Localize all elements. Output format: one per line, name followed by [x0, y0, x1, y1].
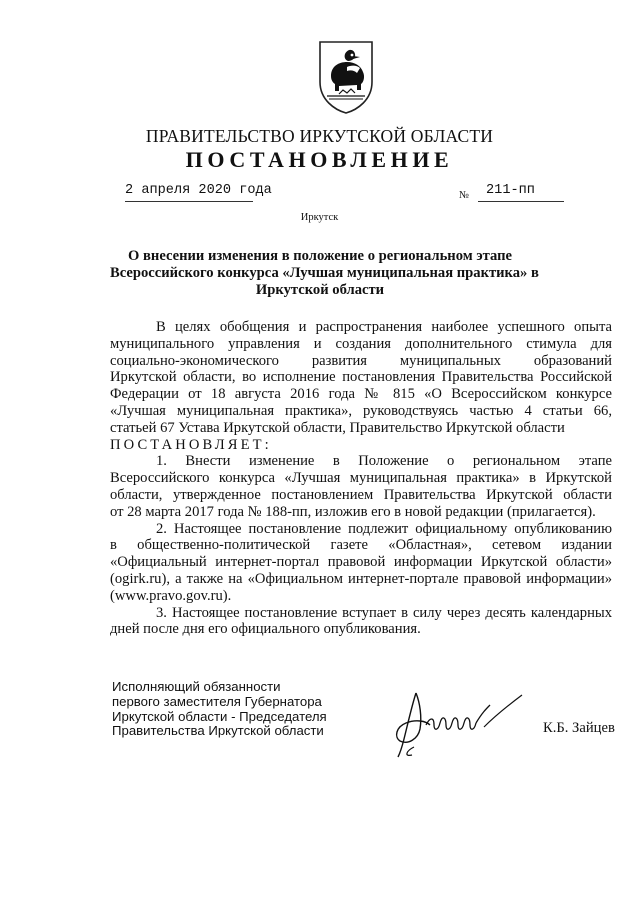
body-line: в общественно-политической газете «Областная», сетевом издании	[110, 537, 612, 554]
title-line: О внесении изменения в положение о региональном этапе	[128, 248, 512, 264]
document-type: ПОСТАНОВЛЕНИЕ	[185, 147, 454, 172]
handwritten-signature	[386, 683, 526, 761]
body-line: Федерации от 18 августа 2016 года № 815 «О Всероссийском конкурсе	[110, 386, 612, 403]
government-name: ПРАВИТЕЛЬСТВО ИРКУТСКОЙ ОБЛАСТИ	[145, 126, 494, 146]
document-body	[110, 319, 612, 638]
resolves-heading: ПОСТАНОВЛЯЕТ:	[110, 436, 272, 453]
document-number: 211-пп	[478, 183, 564, 202]
body-line: Всероссийского конкурса «Лучшая муниципальная практика» в Иркутской	[110, 470, 612, 487]
signer-name: К.Б. Зайцев	[543, 720, 615, 736]
signer-line: Правительства Иркутской области	[112, 723, 324, 739]
title-line: Всероссийского конкурса «Лучшая муниципальная практика» в	[110, 265, 539, 282]
irkutsk-coat-of-arms-icon	[317, 40, 375, 114]
signer-position	[112, 680, 372, 739]
signer-line: Исполняющий обязанности	[112, 679, 281, 694]
number-sign: №	[459, 190, 470, 201]
body-line: области, утвержденное постановлением Правительства Иркутской области	[110, 486, 612, 503]
title-line: Иркутской области	[255, 282, 385, 299]
signer-line: первого заместителя Губернатора	[112, 693, 322, 709]
document-title	[110, 248, 539, 300]
body-line: (ogirk.ru), а также на «Официальном интернет-портале правовой информации»	[110, 570, 612, 587]
body-line: В целях обобщения и распространения наиболее успешного опыта	[156, 319, 612, 335]
body-line: Иркутской области, во исполнение постановления Правительства Российской	[110, 369, 612, 386]
body-line: «Официальный интернет-портал правовой информации Иркутской области»	[110, 554, 612, 571]
body-line: 1. Внести изменение в Положение о региональном этапе	[156, 453, 612, 470]
document-city: Иркутск	[300, 212, 339, 223]
body-line: дней после дня его официального опубликования.	[110, 621, 421, 638]
body-line: 3. Настоящее постановление вступает в силу через десять календарных	[156, 604, 612, 621]
body-line: (www.pravo.gov.ru).	[110, 587, 232, 604]
body-line: статьей 67 Устава Иркутской области, Правительство Иркутской области	[110, 419, 565, 436]
body-line: 2. Настоящее постановление подлежит официальному опубликованию	[156, 520, 612, 537]
body-line: социально-экономического развития муниципальных образований	[110, 352, 612, 369]
body-line: «Лучшая муниципальная практика», руководствуясь частью 4 статьи 66,	[110, 402, 612, 419]
document-date: 2 апреля 2020 года	[125, 183, 253, 202]
signer-line: Иркутской области - Председателя	[112, 708, 327, 724]
body-line: от 28 марта 2017 года № 188-пп, изложив его в новой редакции (прилагается).	[110, 503, 596, 520]
body-line: муниципального управления и создания дополнительного стимула для	[110, 335, 612, 352]
